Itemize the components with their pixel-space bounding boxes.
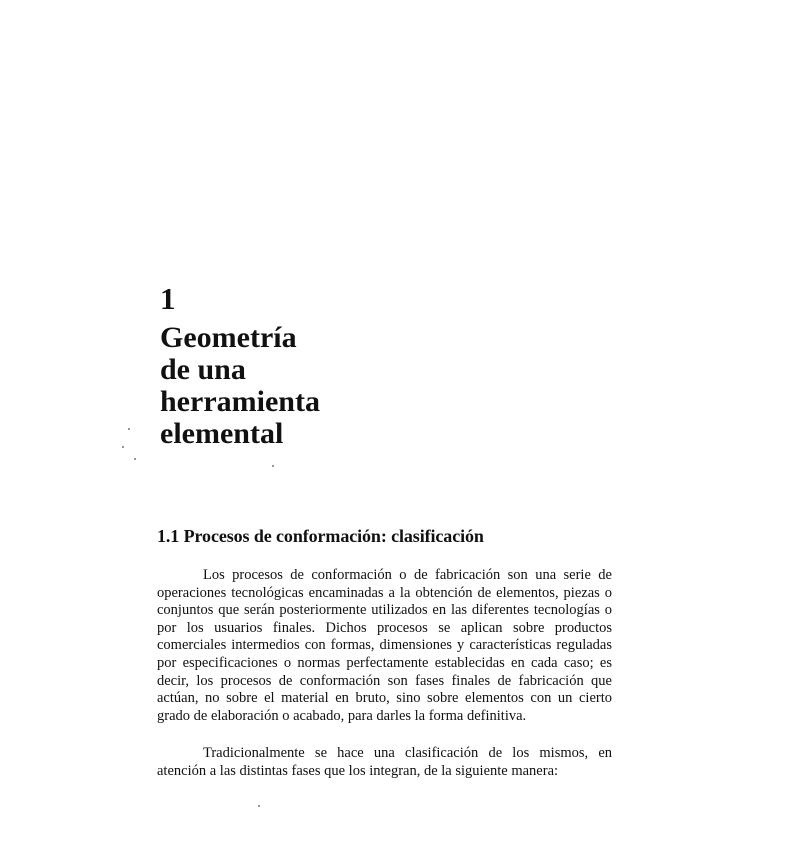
scan-speck bbox=[272, 465, 274, 467]
chapter-number: 1 bbox=[160, 281, 176, 316]
chapter-title-line: de una bbox=[160, 353, 246, 386]
body-paragraph: Los procesos de conformación o de fabricación son una serie de operaciones tecnológicas encaminadas a la obtención de elementos, piezas o conjuntos que serán posteriormente utilizados en las diferentes tecnologías o por los usuarios finales. Dichos procesos se aplican sobre productos comerciales intermedios con formas, dimensiones y características reguladas por especificaciones o normas perfectamente establecidas en cada caso; es decir, los procesos de conformación son fases finales de fabricación que actúan, no sobre el material en bruto, sino sobre elementos con un cierto grado de elaboración o acabado, para darles la forma definitiva. bbox=[157, 567, 612, 724]
body-paragraph: Tradicionalmente se hace una clasificación de los mismos, en atención a las distintas fases que los integran, de la siguiente manera: bbox=[157, 745, 612, 779]
chapter-title-line: elemental bbox=[160, 417, 284, 450]
scan-speck bbox=[128, 428, 130, 430]
section-heading: 1.1 Procesos de conformación: clasificación bbox=[157, 526, 484, 546]
scan-speck bbox=[134, 458, 136, 460]
scan-speck bbox=[258, 805, 260, 807]
chapter-title-line: Geometría bbox=[160, 321, 297, 354]
chapter-title bbox=[160, 322, 320, 450]
chapter-title-line: herramienta bbox=[160, 385, 320, 418]
scan-speck bbox=[122, 446, 124, 448]
